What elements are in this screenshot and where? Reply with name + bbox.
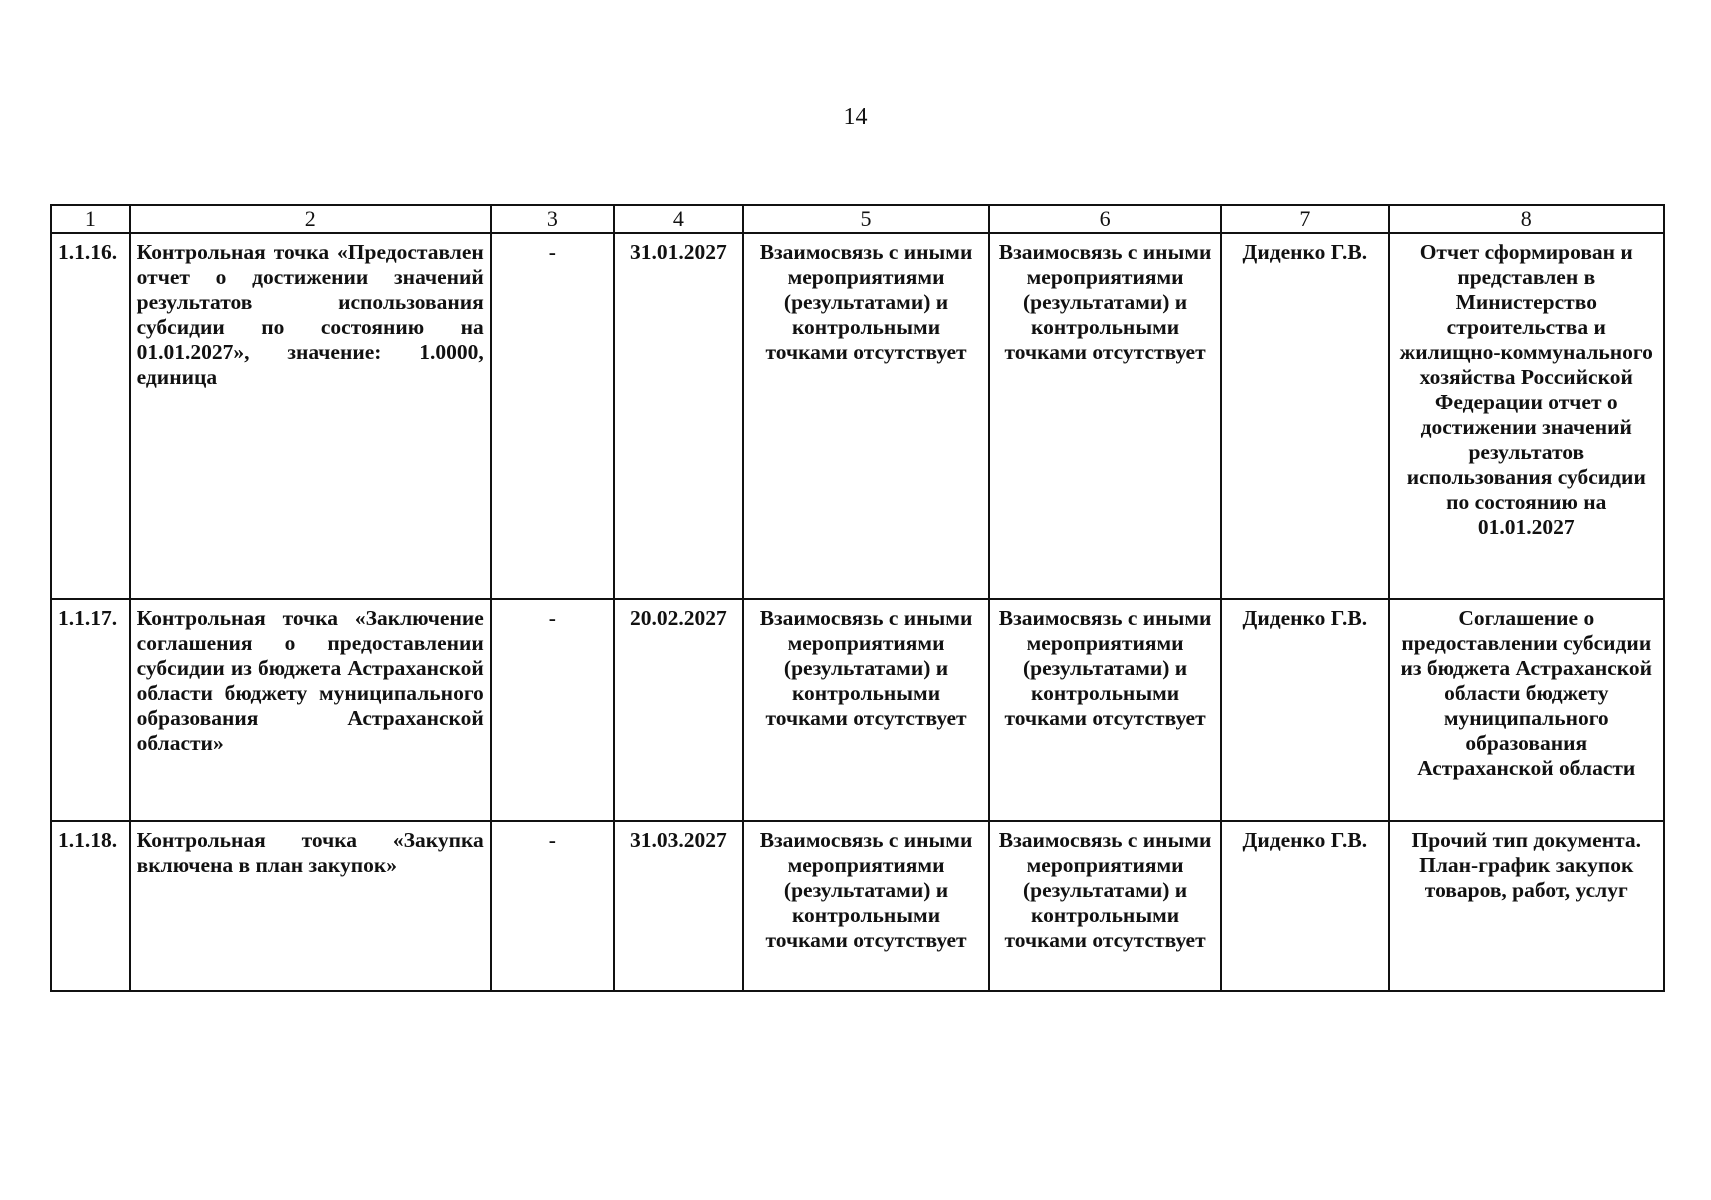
row-responsible: Диденко Г.В. <box>1221 233 1388 599</box>
row-col3: - <box>491 233 614 599</box>
page-number: 14 <box>843 104 868 130</box>
header-cell-8: 8 <box>1389 205 1664 233</box>
header-cell-7: 7 <box>1221 205 1388 233</box>
row-document: Соглашение о предоставлении субсидии из бюджета Астраханской области бюджету муниципального образования Астраханской области <box>1389 599 1664 821</box>
row-number: 1.1.17. <box>51 599 130 821</box>
header-cell-3: 3 <box>491 205 614 233</box>
header-cell-5: 5 <box>743 205 989 233</box>
header-row <box>51 205 1664 233</box>
row-col6: Взаимосвязь с иными мероприятиями (результатами) и контрольными точками отсутствует <box>989 821 1221 991</box>
row-date: 31.03.2027 <box>614 821 743 991</box>
row-col3: - <box>491 599 614 821</box>
row-col3: - <box>491 821 614 991</box>
row-description: Контрольная точка «Закупка включена в план закупок» <box>130 821 491 991</box>
table-row <box>51 233 1664 599</box>
control-points-table <box>50 204 1665 992</box>
table-row <box>51 821 1664 991</box>
row-col5: Взаимосвязь с иными мероприятиями (результатами) и контрольными точками отсутствует <box>743 821 989 991</box>
row-document: Отчет сформирован и представлен в Министерство строительства и жилищно-коммунального хозяйства Российской Федерации отчет о достижении значений результатов использования субсидии по состоянию на 01.01.2027 <box>1389 233 1664 599</box>
row-responsible: Диденко Г.В. <box>1221 821 1388 991</box>
row-date: 20.02.2027 <box>614 599 743 821</box>
row-col5: Взаимосвязь с иными мероприятиями (результатами) и контрольными точками отсутствует <box>743 599 989 821</box>
row-col5: Взаимосвязь с иными мероприятиями (результатами) и контрольными точками отсутствует <box>743 233 989 599</box>
row-date: 31.01.2027 <box>614 233 743 599</box>
row-description: Контрольная точка «Предоставлен отчет о достижении значений результатов использования субсидии по состоянию на 01.01.2027», значение: 1.0000, единица <box>130 233 491 599</box>
header-cell-2: 2 <box>130 205 491 233</box>
row-col6: Взаимосвязь с иными мероприятиями (результатами) и контрольными точками отсутствует <box>989 233 1221 599</box>
row-number: 1.1.18. <box>51 821 130 991</box>
header-cell-4: 4 <box>614 205 743 233</box>
row-responsible: Диденко Г.В. <box>1221 599 1388 821</box>
row-col6: Взаимосвязь с иными мероприятиями (результатами) и контрольными точками отсутствует <box>989 599 1221 821</box>
header-cell-6: 6 <box>989 205 1221 233</box>
table-row <box>51 599 1664 821</box>
row-description: Контрольная точка «Заключение соглашения о предоставлении субсидии из бюджета Астраханской области бюджету муниципального образования Астраханской области» <box>130 599 491 821</box>
row-document: Прочий тип документа. План-график закупок товаров, работ, услуг <box>1389 821 1664 991</box>
header-cell-1: 1 <box>51 205 130 233</box>
row-number: 1.1.16. <box>51 233 130 599</box>
